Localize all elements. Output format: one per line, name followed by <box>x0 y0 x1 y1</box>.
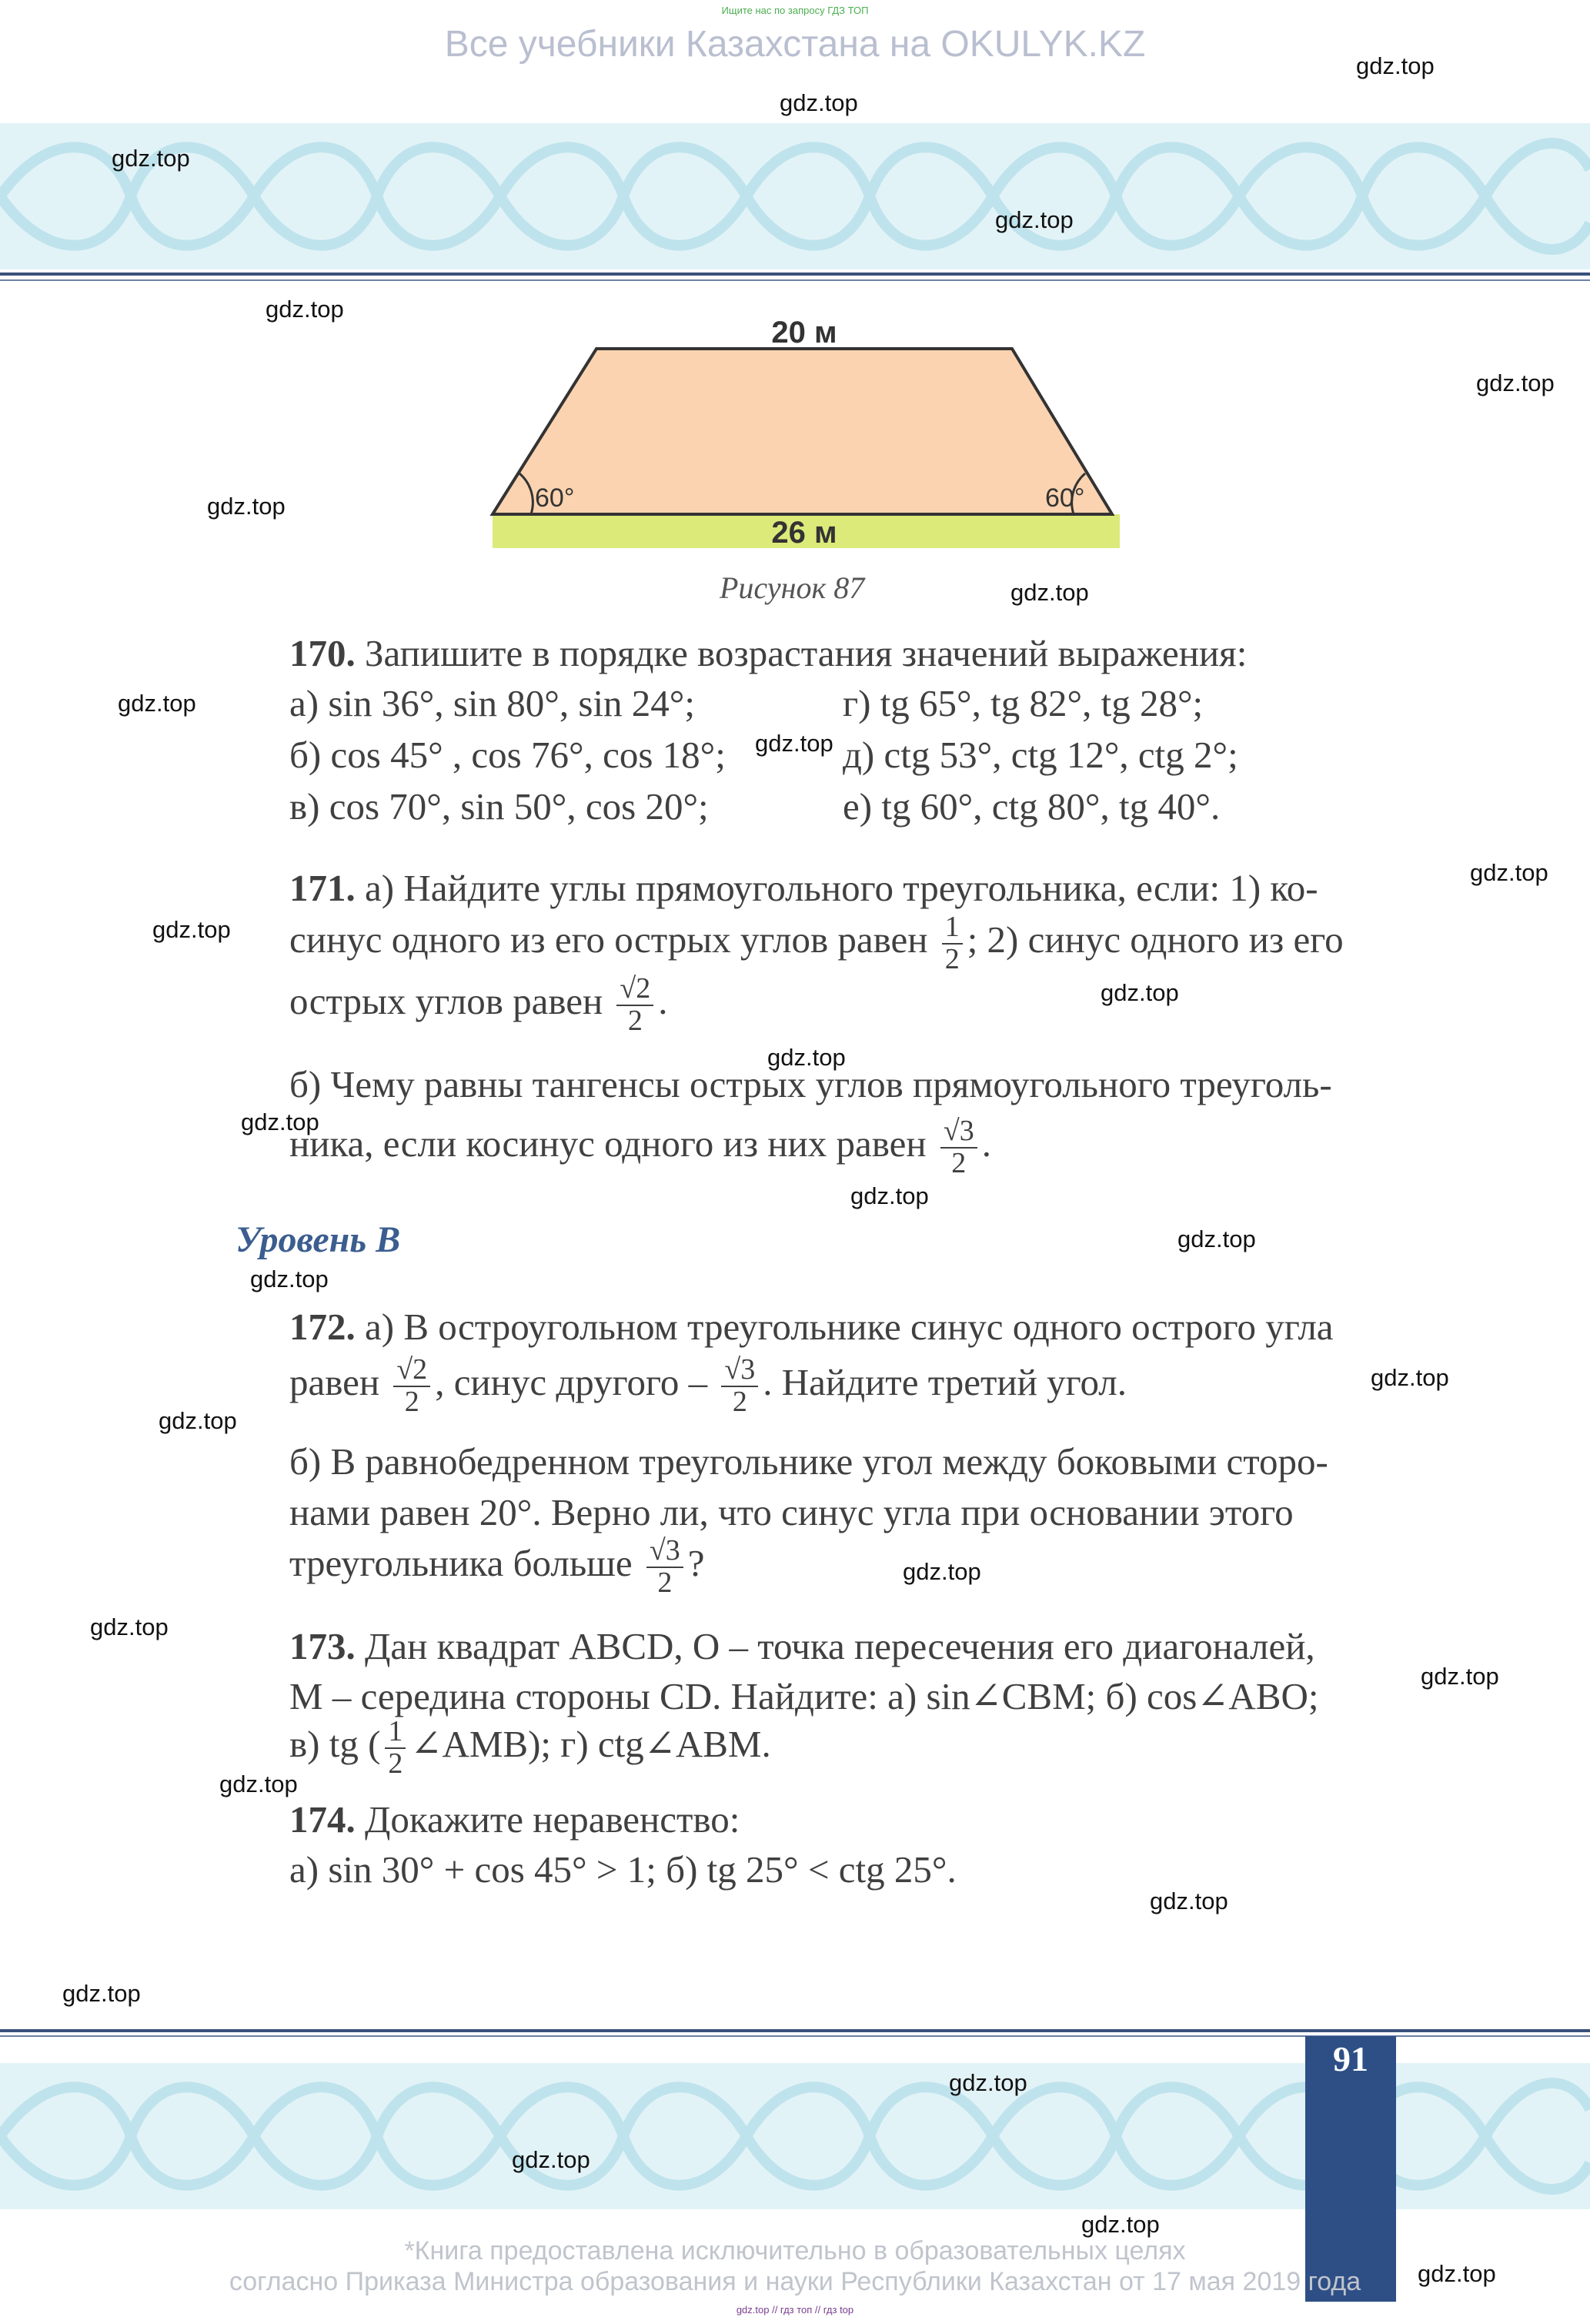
watermark: gdz.top <box>850 1182 929 1209</box>
watermark: gdz.top <box>250 1266 329 1292</box>
top-note: Ищите нас по запросу ГДЗ ТОП <box>721 5 869 16</box>
top-base-label: 20 м <box>771 316 837 349</box>
ornament-pattern-top <box>0 123 1590 269</box>
fraction-denominator: 2 <box>404 1385 419 1418</box>
page-number: 91 <box>1333 2039 1368 2078</box>
task-171-line-4: б) Чему равны тангенсы острых углов прямоугольного треуголь- <box>289 1063 1332 1105</box>
angle-label-left: 60° <box>535 483 575 513</box>
fraction <box>616 974 653 1037</box>
watermark: gdz.top <box>949 2069 1027 2096</box>
watermark: gdz.top <box>1356 52 1435 79</box>
task-170-v: в) cos 70°, sin 50°, cos 20°; <box>289 785 709 828</box>
fraction-numerator: √2 <box>616 974 653 1006</box>
watermark: gdz.top <box>995 206 1074 233</box>
watermark: gdz.top <box>118 690 196 717</box>
text-segment: . <box>981 1122 991 1165</box>
fraction-numerator: √3 <box>721 1355 758 1387</box>
text-segment: равен <box>289 1361 380 1404</box>
fraction-denominator: 2 <box>732 1385 747 1418</box>
task-173-line-1 <box>289 1624 1315 1668</box>
fraction-numerator: 1 <box>942 912 963 945</box>
trapezoid-shape <box>493 349 1112 514</box>
watermark: gdz.top <box>1101 979 1179 1006</box>
task-text: Дан квадрат ABCD, O – точка пересечения его диагоналей, <box>365 1625 1315 1667</box>
site-banner[interactable]: Все учебники Казахстана на OKULYK.KZ <box>444 24 1146 65</box>
footer-small-links[interactable]: gdz.top // гдз топ // гдз top <box>736 2304 854 2316</box>
watermark: gdz.top <box>241 1108 319 1135</box>
task-172-line-5 <box>289 1536 705 1599</box>
header-divider-thin <box>0 279 1590 281</box>
watermark: gdz.top <box>112 145 190 172</box>
watermark: gdz.top <box>755 730 833 757</box>
watermark: gdz.top <box>1010 579 1089 606</box>
text-segment: , синус другого – <box>435 1361 708 1404</box>
fraction-denominator: 2 <box>944 942 960 975</box>
task-number: 174. <box>289 1798 356 1841</box>
task-170-b: б) cos 45° , cos 76°, cos 18°; <box>289 734 726 776</box>
footer-line-2: согласно Приказа Министра образования и науки Республики Казахстан от 17 мая 2019 года <box>229 2267 1361 2296</box>
fraction <box>721 1355 758 1418</box>
task-174-line-1: а) sin 30° + cos 45° > 1; б) tg 25° < ctg 25°. <box>289 1848 957 1891</box>
task-172-line-3: б) В равнобедренном треугольнике угол между боковыми сторо- <box>289 1440 1328 1483</box>
watermark: gdz.top <box>90 1613 169 1640</box>
text-segment: ? <box>687 1542 705 1585</box>
task-171-line-1 <box>289 866 1318 910</box>
footer-divider <box>0 2029 1590 2032</box>
task-174-header <box>289 1797 740 1841</box>
text-segment: острых углов равен <box>289 980 603 1023</box>
task-number: 170. <box>289 632 356 674</box>
trapezoid-figure <box>485 308 1124 562</box>
task-171-line-2 <box>289 912 1344 975</box>
task-number: 171. <box>289 867 356 909</box>
fraction <box>940 1116 977 1179</box>
task-173-line-3 <box>289 1717 771 1780</box>
text-segment: ∠AMB); г) ctg∠ABM. <box>410 1723 771 1766</box>
watermark: gdz.top <box>512 2146 590 2173</box>
watermark: gdz.top <box>159 1407 237 1434</box>
watermark: gdz.top <box>903 1558 981 1585</box>
task-172-line-1 <box>289 1305 1334 1349</box>
text-segment: . <box>658 980 668 1023</box>
watermark: gdz.top <box>62 1980 141 2007</box>
footer-line-1: *Книга предоставлена исключительно в образовательных целях <box>404 2236 1186 2265</box>
fraction-numerator: √2 <box>393 1355 430 1387</box>
fraction <box>385 1717 406 1780</box>
task-title: Докажите неравенство: <box>365 1798 740 1841</box>
task-171-line-5 <box>289 1116 991 1179</box>
watermark: gdz.top <box>152 916 231 943</box>
watermark: gdz.top <box>1371 1364 1449 1391</box>
watermark: gdz.top <box>219 1771 298 1797</box>
watermark: gdz.top <box>1081 2211 1160 2238</box>
text-segment: синус одного из его острых углов равен <box>289 918 928 961</box>
text-segment: ника, если косинус одного из них равен <box>289 1122 927 1165</box>
fraction-denominator: 2 <box>388 1747 403 1780</box>
task-170-g: г) tg 65°, tg 82°, tg 28°; <box>843 682 1204 724</box>
watermark: gdz.top <box>1470 859 1548 886</box>
task-170-e: е) tg 60°, ctg 80°, tg 40°. <box>843 785 1221 828</box>
header-divider <box>0 273 1590 276</box>
task-170-header <box>289 631 1247 675</box>
task-171-line-3 <box>289 974 668 1037</box>
task-170-a: а) sin 36°, sin 80°, sin 24°; <box>289 682 696 724</box>
watermark: gdz.top <box>1421 1663 1499 1690</box>
fraction-denominator: 2 <box>627 1004 643 1037</box>
text-segment: в) tg ( <box>289 1723 381 1766</box>
watermark: gdz.top <box>1177 1226 1256 1252</box>
task-number: 173. <box>289 1625 356 1667</box>
task-title: Запишите в порядке возрастания значений выражения: <box>365 632 1248 674</box>
task-number: 172. <box>289 1306 356 1348</box>
watermark: gdz.top <box>266 296 344 323</box>
top-ornament-band <box>0 123 1590 269</box>
task-172-line-2 <box>289 1355 1127 1418</box>
fraction-numerator: 1 <box>385 1717 406 1749</box>
task-170-d: д) ctg 53°, ctg 12°, ctg 2°; <box>843 734 1238 776</box>
task-173-line-2: M – середина стороны CD. Найдите: а) sin∠CBM; б) cos∠ABO; <box>289 1675 1319 1717</box>
task-text: а) Найдите углы прямоугольного треугольника, если: 1) ко- <box>365 867 1318 909</box>
fraction-numerator: √3 <box>646 1536 683 1568</box>
text-segment: . Найдите третий угол. <box>763 1361 1127 1404</box>
watermark: gdz.top <box>780 89 858 116</box>
fraction-denominator: 2 <box>657 1566 673 1599</box>
watermark: gdz.top <box>1150 1888 1228 1914</box>
figure-caption: Рисунок 87 <box>720 570 865 605</box>
fraction <box>393 1355 430 1418</box>
text-segment: ; 2) синус одного из его <box>967 918 1344 961</box>
fraction-numerator: √3 <box>940 1116 977 1149</box>
watermark: gdz.top <box>767 1044 846 1071</box>
watermark: gdz.top <box>207 493 286 520</box>
fraction <box>646 1536 683 1599</box>
bottom-base-label: 26 м <box>771 516 837 550</box>
text-segment: треугольника больше <box>289 1542 633 1585</box>
task-text: а) В остроугольном треугольнике синус одного острого угла <box>365 1306 1334 1348</box>
fraction-denominator: 2 <box>951 1146 967 1179</box>
fraction <box>942 912 963 975</box>
level-heading: Уровень В <box>235 1219 401 1260</box>
angle-label-right: 60° <box>1045 483 1085 513</box>
task-172-line-4: нами равен 20°. Верно ли, что синус угла при основании этого <box>289 1491 1294 1533</box>
watermark: gdz.top <box>1476 369 1555 396</box>
watermark: gdz.top <box>1418 2260 1496 2287</box>
